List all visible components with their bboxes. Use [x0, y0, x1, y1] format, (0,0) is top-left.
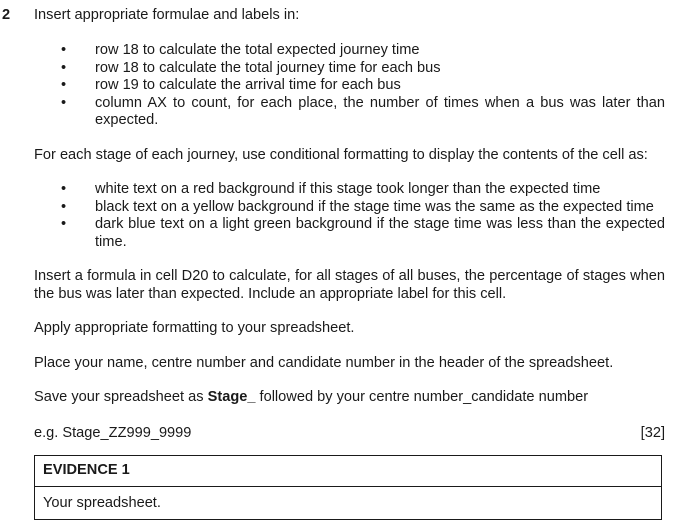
list-item: [61, 95, 665, 130]
bullet-icon: •: [61, 198, 67, 215]
bullet-icon: •: [61, 94, 67, 111]
save-prefix: Save your spreadsheet as: [34, 389, 208, 405]
question-intro: Insert appropriate formulae and labels in:: [34, 7, 300, 23]
list-item-text: column AX to count, for each place, the number of times when a bus was later than expected.: [95, 94, 665, 129]
bullet-icon: •: [61, 59, 67, 76]
formula-instruction: Insert a formula in cell D20 to calculate, for all stages of all buses, the percentage of stages when the bus was later than expected. Include an appropriate label for this cell.: [34, 268, 665, 302]
save-suffix: followed by your centre number_candidate number: [255, 389, 589, 405]
list-item-text: row 19 to calculate the arrival time for each bus: [95, 77, 401, 94]
save-filename: Stage_: [207, 389, 256, 405]
bullet-icon: •: [61, 77, 67, 94]
list-item-text: black text on a yellow background if the stage time was the same as the expected time: [95, 198, 654, 215]
list-item-text: white text on a red background if this stage took longer than the expected time: [95, 181, 601, 197]
list-item-text: row 18 to calculate the total journey time for each bus: [95, 59, 441, 76]
evidence-body: Your spreadsheet.: [43, 495, 161, 511]
list-item: [61, 60, 665, 78]
list-item: [61, 199, 665, 217]
formula-task-list: [61, 42, 665, 130]
list-item: [61, 181, 665, 199]
conditional-formatting-list: [61, 181, 665, 251]
bullet-icon: •: [61, 216, 67, 233]
question-number: 2: [2, 7, 11, 23]
list-item: [61, 77, 665, 95]
list-item-text: dark blue text on a light green background if the stage time was less than the expected time.: [95, 216, 665, 250]
bullet-icon: •: [61, 181, 67, 197]
header-instruction: Place your name, centre number and candidate number in the header of the spreadsheet.: [34, 355, 614, 371]
list-item-text: row 18 to calculate the total expected journey time: [95, 42, 420, 58]
save-instruction: [34, 389, 665, 407]
marks-label: [32]: [640, 425, 665, 441]
bullet-icon: •: [61, 42, 67, 58]
evidence-title: EVIDENCE 1: [35, 456, 661, 487]
evidence-box: [34, 455, 662, 520]
conditional-formatting-intro: For each stage of each journey, use conditional formatting to display the contents of the cell as:: [34, 147, 648, 163]
formatting-instruction: Apply appropriate formatting to your spreadsheet.: [34, 320, 355, 336]
filename-example: e.g. Stage_ZZ999_9999: [34, 425, 192, 441]
list-item: [61, 216, 665, 251]
list-item: [61, 42, 665, 60]
